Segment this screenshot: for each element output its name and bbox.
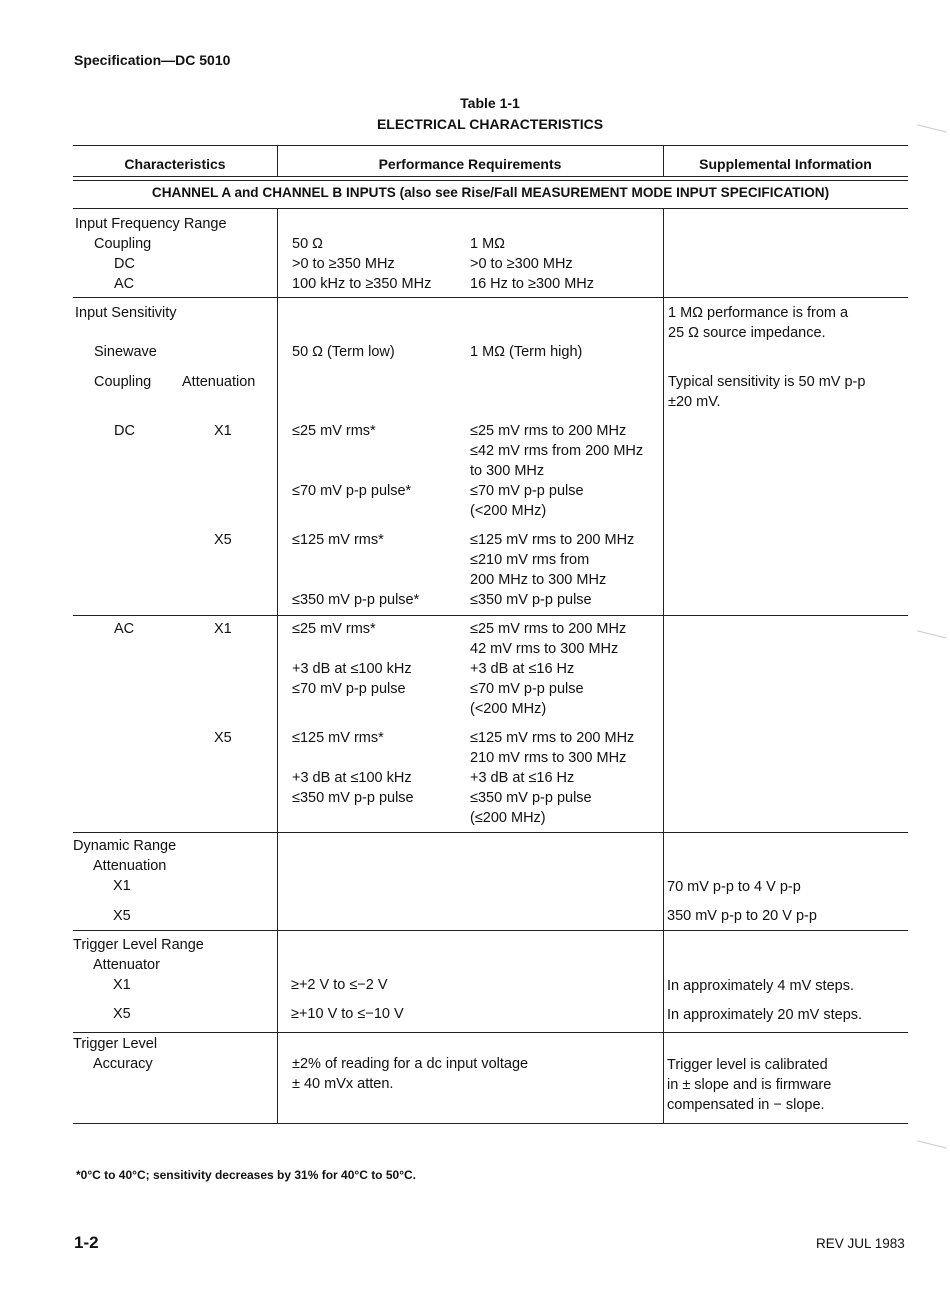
- sensitivity-1m-value: ≤25 mV rms to 200 MHz: [470, 621, 627, 637]
- freq-1m-dc: >0 to ≥300 MHz: [470, 256, 573, 272]
- table-number: Table 1-1: [460, 95, 520, 111]
- sensitivity-1m-value: 200 MHz to 300 MHz: [470, 572, 607, 588]
- sensitivity-1m-value: +3 dB at ≤16 Hz: [470, 661, 575, 677]
- coupling-label: Coupling: [94, 236, 152, 252]
- attenuation-x5: X5: [214, 532, 232, 548]
- impedance-1m-header: 1 MΩ: [470, 236, 506, 252]
- freq-1m-ac: 16 Hz to ≥300 MHz: [470, 276, 595, 292]
- term-high-header: 1 MΩ (Term high): [470, 344, 583, 360]
- attenuation-x1: X1: [214, 423, 232, 439]
- column-header-performance: Performance Requirements: [378, 156, 562, 172]
- attenuation-x1: X1: [113, 878, 131, 894]
- sensitivity-50-value: ≤350 mV p-p pulse*: [292, 592, 420, 608]
- row-rule: [73, 297, 908, 298]
- sensitivity-1m-value: 210 mV rms to 300 MHz: [470, 750, 627, 766]
- dynamic-range-x5-value: 350 mV p-p to 20 V p-p: [667, 908, 817, 924]
- sensitivity-1m-value: ≤70 mV p-p pulse: [470, 681, 584, 697]
- column-divider: [663, 208, 664, 1123]
- sensitivity-50-value: ≤25 mV rms*: [292, 621, 376, 637]
- term-low-header: 50 Ω (Term low): [292, 344, 395, 360]
- attenuation-label: Attenuation: [93, 858, 167, 874]
- footnote: *0°C to 40°C; sensitivity decreases by 31% for 40°C to 50°C.: [76, 1168, 416, 1182]
- dynamic-range-x1-value: 70 mV p-p to 4 V p-p: [667, 879, 801, 895]
- column-header-characteristics: Characteristics: [124, 156, 226, 172]
- sensitivity-1m-value: 42 mV rms to 300 MHz: [470, 641, 619, 657]
- table-bottom-rule: [73, 1123, 908, 1124]
- sensitivity-50-value: ≤70 mV p-p pulse: [292, 681, 406, 697]
- column-header-supplemental: Supplemental Information: [699, 156, 872, 172]
- row-label-input-frequency-range: Input Frequency Range: [75, 216, 227, 232]
- sensitivity-1m-value: ≤25 mV rms to 200 MHz: [470, 423, 627, 439]
- scan-mark: [917, 1140, 946, 1148]
- header-rule-2: [73, 180, 908, 181]
- sensitivity-1m-value: (<200 MHz): [470, 503, 547, 519]
- trigger-level-note: Trigger level is calibrated: [667, 1057, 828, 1073]
- supplemental-note-line: ±20 mV.: [668, 394, 721, 410]
- trigger-range-x5-note: In approximately 20 mV steps.: [667, 1007, 863, 1023]
- sensitivity-50-value: ≤125 mV rms*: [292, 730, 384, 746]
- sensitivity-50-value: ≤25 mV rms*: [292, 423, 376, 439]
- row-label-trigger-level: Trigger Level: [73, 1036, 158, 1052]
- sensitivity-1m-value: to 300 MHz: [470, 463, 545, 479]
- freq-50-ac: 100 kHz to ≥350 MHz: [292, 276, 432, 292]
- row-label-dynamic-range: Dynamic Range: [73, 838, 177, 854]
- accuracy-label: Accuracy: [93, 1056, 153, 1072]
- row-label-input-sensitivity: Input Sensitivity: [75, 305, 177, 321]
- attenuator-label: Attenuator: [93, 957, 160, 973]
- attenuation-x5: X5: [113, 908, 131, 924]
- sensitivity-1m-value: +3 dB at ≤16 Hz: [470, 770, 575, 786]
- section-rule: [73, 208, 908, 209]
- row-rule: [73, 1032, 908, 1033]
- running-header: Specification—DC 5010: [74, 52, 231, 68]
- sensitivity-50-value: +3 dB at ≤100 kHz: [292, 770, 412, 786]
- attenuation-x1: X1: [214, 621, 232, 637]
- attenuation-x5: X5: [113, 1006, 131, 1022]
- column-divider: [277, 208, 278, 1123]
- trigger-accuracy-value: ± 40 mVx atten.: [292, 1076, 394, 1092]
- supplemental-note-line: 1 MΩ performance is from a: [668, 305, 849, 321]
- sensitivity-1m-value: ≤350 mV p-p pulse: [470, 592, 592, 608]
- attenuation-x1: X1: [113, 977, 131, 993]
- trigger-range-x5-value: ≥+10 V to ≤−10 V: [291, 1006, 404, 1022]
- attenuation-x5: X5: [214, 730, 232, 746]
- header-rule-1: [73, 176, 908, 177]
- sensitivity-1m-value: ≤70 mV p-p pulse: [470, 483, 584, 499]
- sensitivity-50-value: +3 dB at ≤100 kHz: [292, 661, 412, 677]
- sensitivity-1m-value: (<200 MHz): [470, 701, 547, 717]
- table-top-rule: [73, 145, 908, 146]
- sensitivity-1m-value: (≤200 MHz): [470, 810, 546, 826]
- sensitivity-50-value: ≤125 mV rms*: [292, 532, 384, 548]
- trigger-level-note: compensated in − slope.: [667, 1097, 825, 1113]
- section-heading: CHANNEL A and CHANNEL B INPUTS (also see Rise/Fall MEASUREMENT MODE INPUT SPECIFICATION): [151, 185, 830, 200]
- sensitivity-50-value: ≤70 mV p-p pulse*: [292, 483, 412, 499]
- ac-coupling-label: AC: [114, 621, 135, 637]
- trigger-accuracy-value: ±2% of reading for a dc input voltage: [292, 1056, 529, 1072]
- scan-mark: [917, 630, 946, 638]
- sensitivity-1m-value: ≤350 mV p-p pulse: [470, 790, 592, 806]
- freq-50-dc: >0 to ≥350 MHz: [292, 256, 395, 272]
- row-rule: [73, 615, 908, 616]
- row-rule: [73, 832, 908, 833]
- dc-coupling-label: DC: [114, 423, 135, 439]
- trigger-level-note: in ± slope and is firmware: [667, 1077, 832, 1093]
- page-number: 1-2: [74, 1233, 99, 1252]
- supplemental-note-line: 25 Ω source impedance.: [668, 325, 826, 341]
- coupling-label: Coupling: [94, 374, 152, 390]
- supplemental-note-line: Typical sensitivity is 50 mV p-p: [668, 374, 866, 390]
- sensitivity-1m-value: ≤125 mV rms to 200 MHz: [470, 730, 635, 746]
- attenuation-label: Attenuation: [182, 374, 256, 390]
- sensitivity-1m-value: ≤210 mV rms from: [470, 552, 590, 568]
- sensitivity-1m-value: ≤42 mV rms from 200 MHz: [470, 443, 644, 459]
- sensitivity-50-value: ≤350 mV p-p pulse: [292, 790, 414, 806]
- impedance-50-header: 50 Ω: [292, 236, 323, 252]
- row-label-trigger-level-range: Trigger Level Range: [73, 937, 204, 953]
- trigger-range-x1-value: ≥+2 V to ≤−2 V: [291, 977, 388, 993]
- dc-label: DC: [114, 256, 135, 272]
- sensitivity-1m-value: ≤125 mV rms to 200 MHz: [470, 532, 635, 548]
- revision-date: REV JUL 1983: [816, 1236, 905, 1251]
- sinewave-label: Sinewave: [94, 344, 157, 360]
- ac-label: AC: [114, 276, 135, 292]
- row-rule: [73, 930, 908, 931]
- table-title: ELECTRICAL CHARACTERISTICS: [376, 116, 604, 132]
- trigger-range-x1-note: In approximately 4 mV steps.: [667, 978, 854, 994]
